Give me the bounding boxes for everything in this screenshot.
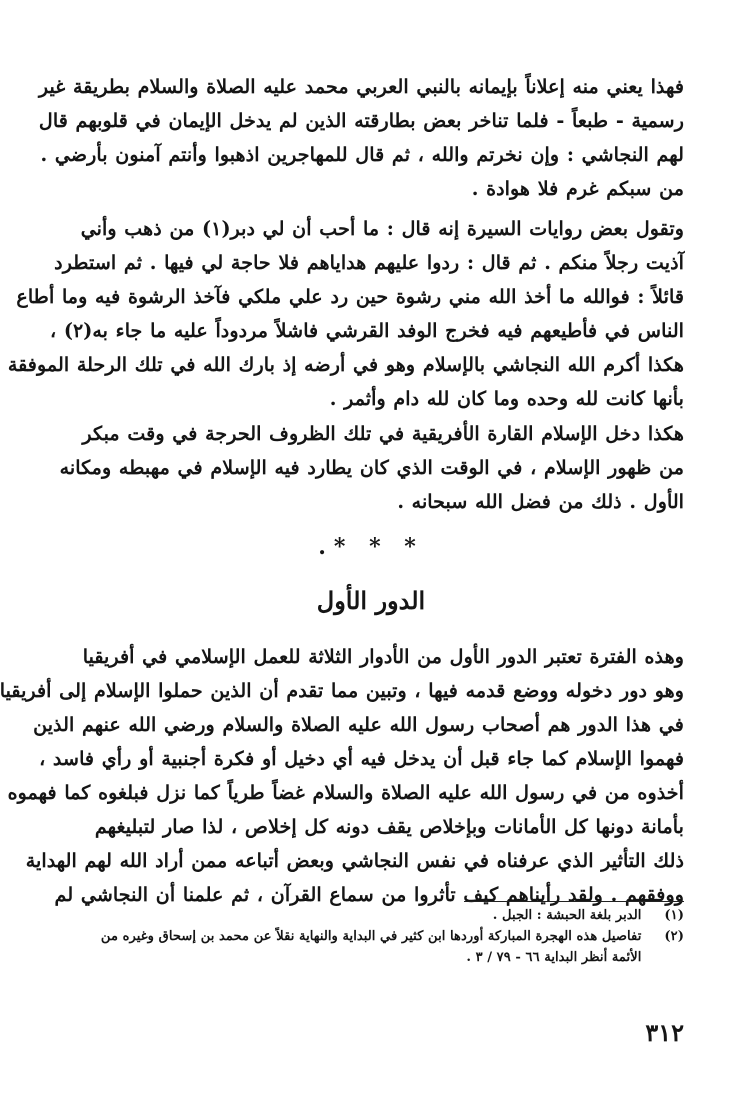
paragraph-1-line-1: فهذا يعني منه إعلاناً بإيمانه بالنبي العربي محمد عليه الصلاة والسلام بطريقة غير [38,75,684,98]
paragraph-2-line-1: وتقول بعض روايات السيرة إنه قال : ما أحب أن لي دبر(١) من ذهب وأني [80,217,684,240]
paragraph-3 [58,417,684,519]
footnote-1 [58,905,684,926]
footnote-1-text: الدبر بلغة الحبشة : الجبل . [492,908,642,923]
footnotes [58,905,684,968]
section-separator: * * *. [318,534,424,560]
paragraph-1-line-4: من سبكم غرم فلا هوادة . [471,177,684,200]
footnote-2-continuation [58,947,684,968]
paragraph-1-line-3: لهم النجاشي : وإن نخرتم والله ، ثم قال للمهاجرين اذهبوا وأنتم آمنون بأرضي . [40,143,684,166]
paragraph-4-line-8: ووفقهم . ولقد رأيناهم كيف تأثروا من سماع القرآن ، ثم علمنا أن النجاشي لم [54,883,684,906]
paragraph-2-line-5: هكذا أكرم الله النجاشي بالإسلام وهو في أرضه إذ بارك الله في تلك الرحلة الموفقة [7,353,684,376]
footnote-2 [58,926,684,947]
paragraph-4-line-5: أخذوه من في رسول الله عليه الصلاة والسلام غضاً طرياً كما نزل فبلغوه كما فهموه [7,781,684,804]
section-title: الدور الأول [316,586,426,615]
paragraph-3-line-3: الأول . ذلك من فضل الله سبحانه . [397,490,684,513]
paragraph-2-line-2: آذيت رجلاً منكم . ثم قال : ردوا عليهم هداياهم فلا حاجة لي فيها . ثم استطرد [54,251,684,274]
footnote-2-text: تفاصيل هذه الهجرة المباركة أوردها ابن كثير في البداية والنهاية نقلاً عن محمد بن إسحاق وغيره من [100,929,642,944]
paragraph-1-line-2: رسمية - طبعاً - فلما تناخر بعض بطارقته الذين لم يدخل الإيمان في قلوبهم قال [38,109,684,132]
paragraph-3-line-1: هكذا دخل الإسلام القارة الأفريقية في تلك الظروف الحرجة في وقت مبكر [82,422,684,445]
page-number: ٣١٢ [645,1018,684,1047]
footnote-2-number: (٢) [664,929,684,944]
paragraph-4 [0,640,684,912]
paragraph-4-line-2: وهو دور دخوله ووضع قدمه فيها ، وتبين مما تقدم أن الذين حملوا الإسلام إلى أفريقيا [0,679,684,702]
paragraph-3-line-2: من ظهور الإسلام ، في الوقت الذي كان يطارد فيه الإسلام في مهبطه ومكانه [59,456,684,479]
paragraph-4-line-6: بأمانة دونها كل الأمانات وبإخلاص يقف دونه كل إخلاص ، لذا صار لتبليغهم [94,815,684,838]
footnote-divider [464,901,684,902]
paragraph-1 [38,70,684,206]
paragraph-4-line-7: ذلك التأثير الذي عرفناه في نفس النجاشي وبعض أتباعه ممن أراد الله لهم الهداية [25,849,684,872]
paragraph-2-line-6: بأنها كانت لله وحده وما كان لله دام وأثمر . [329,387,684,410]
paragraph-2-line-4: الناس في فأطيعهم فيه فخرج الوفد القرشي فاشلاً مردوداً عليه ما جاء به(٢) ، [50,319,684,342]
paragraph-4-line-4: فهموا الإسلام كما جاء قبل أن يدخل فيه أي دخيل أو فكرة أجنبية أو رأي فاسد ، [39,747,684,770]
footnote-1-number: (١) [664,908,684,923]
paragraph-4-line-3: في هذا الدور هم أصحاب رسول الله عليه الصلاة والسلام ورضي الله عنهم الذين [33,713,684,736]
paragraph-4-line-1: وهذه الفترة تعتبر الدور الأول من الأدوار الثلاثة للعمل الإسلامي في أفريقيا [82,645,684,668]
footnote-2-continuation-text: الأئمة أنظر البداية ٦٦ - ٧٩ / ٣ . [466,950,642,965]
paragraph-2-line-3: قائلاً : فوالله ما أخذ الله مني رشوة حين رد علي ملكي فآخذ الرشوة فيه وما أطاع [16,285,684,308]
paragraph-2 [7,212,684,416]
